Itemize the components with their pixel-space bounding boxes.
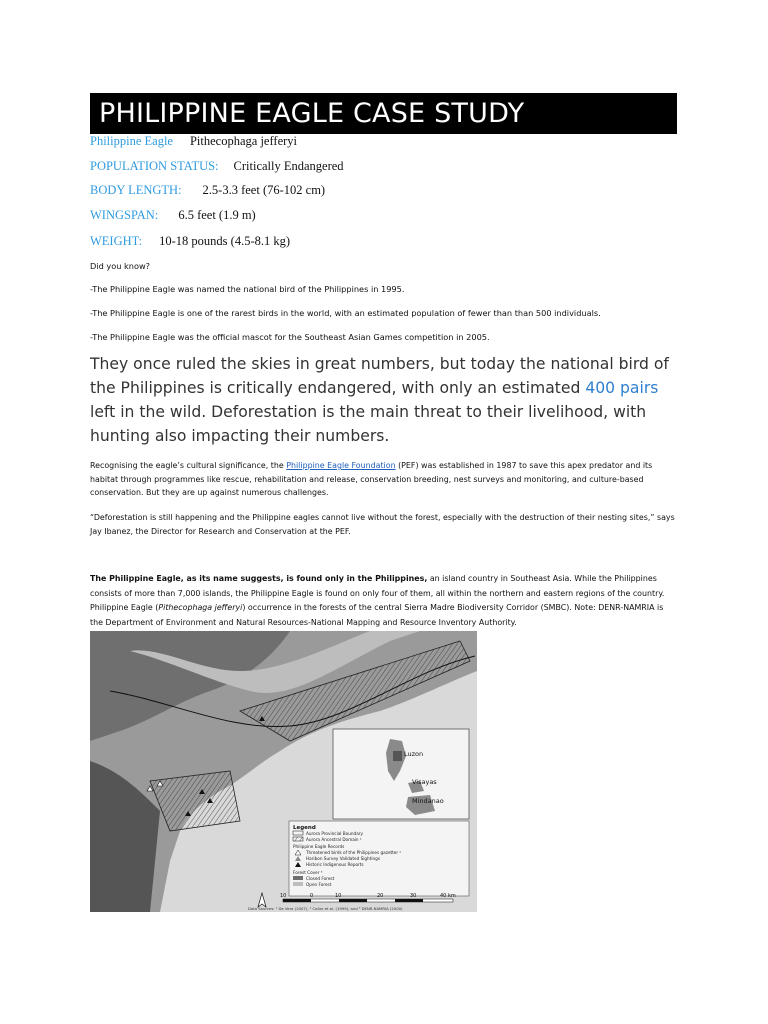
- legend-item: Aurora Provincial Boundary: [306, 831, 363, 836]
- habitat-paragraph: [90, 572, 678, 630]
- inset-map: [333, 729, 469, 819]
- scale-label: 20: [377, 893, 384, 899]
- legend-item: Philippine Eagle Records: [293, 844, 345, 849]
- legend-title: Legend: [293, 825, 316, 831]
- title-bar: [90, 93, 677, 134]
- habitat-bold: The Philippine Eagle, as its name suggests, is found only in the Philippines,: [90, 574, 428, 583]
- legend-item: Historic Indigenous Reports: [306, 862, 364, 867]
- legend-item: Haribon Survey Validated Sightings: [306, 856, 380, 861]
- page-title: PHILIPPINE EAGLE CASE STUDY: [99, 98, 525, 129]
- habitat-text-end: ) occurrence in the forests of the central Sierra Madre Biodiversity Corridor (SMBC). Note: DENR-NAMRIA is the Department of Environment and Natural Resources-National Mapping and Resource Inventory Authority.: [90, 603, 664, 627]
- pef-text-end: (PEF) was established in 1987 to save this apex predator and its habitat through programmes like rescue, rehabilitation and release, conservation breeding, nest surveys and monitoring, and culture-based conservation. But they are up against numerous challenges.: [90, 461, 653, 497]
- habitat-map: [90, 631, 477, 912]
- legend-item: Closed Forest: [306, 876, 335, 881]
- inset-label-luzon: Luzon: [404, 750, 424, 758]
- fact-value: Critically Endangered: [233, 159, 344, 173]
- scale-label: 10: [280, 893, 287, 899]
- fact-key: WEIGHT:: [90, 234, 143, 248]
- fact-key: POPULATION STATUS:: [90, 159, 219, 173]
- fact-value: Pithecophaga jefferyi: [189, 134, 298, 148]
- legend-item: Open Forest: [306, 882, 332, 887]
- fact-key: WINGSPAN:: [90, 208, 159, 222]
- fact-value: 2.5-3.3 feet (76-102 cm): [202, 183, 326, 197]
- scale-label: 40 km: [440, 893, 456, 899]
- map-legend: [289, 821, 469, 896]
- pef-paragraph: [90, 459, 678, 500]
- scale-label: 10: [335, 893, 342, 899]
- fact-key: Philippine Eagle: [90, 134, 173, 148]
- fact-value: 10-18 pounds (4.5-8.1 kg): [159, 234, 291, 248]
- fact-species: [90, 134, 297, 149]
- fact-value: 6.5 feet (1.9 m): [178, 208, 256, 222]
- bullet-mascot: -The Philippine Eagle was the official mascot for the Southeast Asian Games competition in 2005.: [90, 332, 490, 342]
- map-source-note: Data Sources: ¹ De Vera (2007), ² Collar et al. (1999), and ³ DENR-NAMRIA (2000): [248, 906, 403, 911]
- scale-label: 0: [310, 893, 314, 899]
- inset-label-visayas: Visayas: [412, 778, 437, 786]
- lead-text-end: left in the wild. Deforestation is the main threat to their livelihood, with hunting also impacting their numbers.: [90, 403, 647, 445]
- habitat-text: an island country in Southeast Asia. While the Philippines consists of more than 7,000 islands, the Philippine Eagle is found on only four of them, all within the northern and eastern regions of the country. Philippine Eagle (: [90, 574, 665, 612]
- scale-label: 30: [410, 893, 417, 899]
- pef-link[interactable]: Philippine Eagle Foundation: [286, 461, 396, 470]
- inset-label-mindanao: Mindanao: [412, 797, 444, 805]
- map-image: [90, 631, 477, 912]
- lead-text: They once ruled the skies in great numbers, but today the national bird of the Philippines is critically endangered, with only an estimated: [90, 355, 669, 397]
- habitat-italic: Pithecophaga jefferyi: [158, 603, 243, 612]
- pef-text: Recognising the eagle’s cultural significance, the: [90, 461, 287, 470]
- fact-weight: [90, 234, 290, 249]
- quote-paragraph: “Deforestation is still happening and the Philippine eagles cannot live without the forest, especially with the destruction of their nesting sites,” says Jay Ibanez, the Director for Research and Conservation at the PEF.: [90, 513, 675, 536]
- legend-item: Aurora Ancestral Domain ¹: [306, 837, 362, 842]
- bullet-rarest: -The Philippine Eagle is one of the rarest birds in the world, with an estimated population of fewer than than 500 individuals.: [90, 308, 601, 318]
- fact-wingspan: [90, 208, 256, 223]
- fact-population-status: [90, 159, 344, 174]
- fact-key: BODY LENGTH:: [90, 183, 182, 197]
- fact-body-length: [90, 183, 325, 198]
- lead-highlight: 400 pairs: [585, 379, 659, 397]
- legend-item: Forest Cover ³: [293, 870, 323, 875]
- bullet-national-bird: -The Philippine Eagle was named the national bird of the Philippines in 1995.: [90, 284, 405, 294]
- lead-paragraph: [90, 352, 675, 448]
- did-you-know-heading: Did you know?: [90, 261, 151, 271]
- legend-item: Threatened birds of the Philippines gazetter ²: [306, 850, 402, 855]
